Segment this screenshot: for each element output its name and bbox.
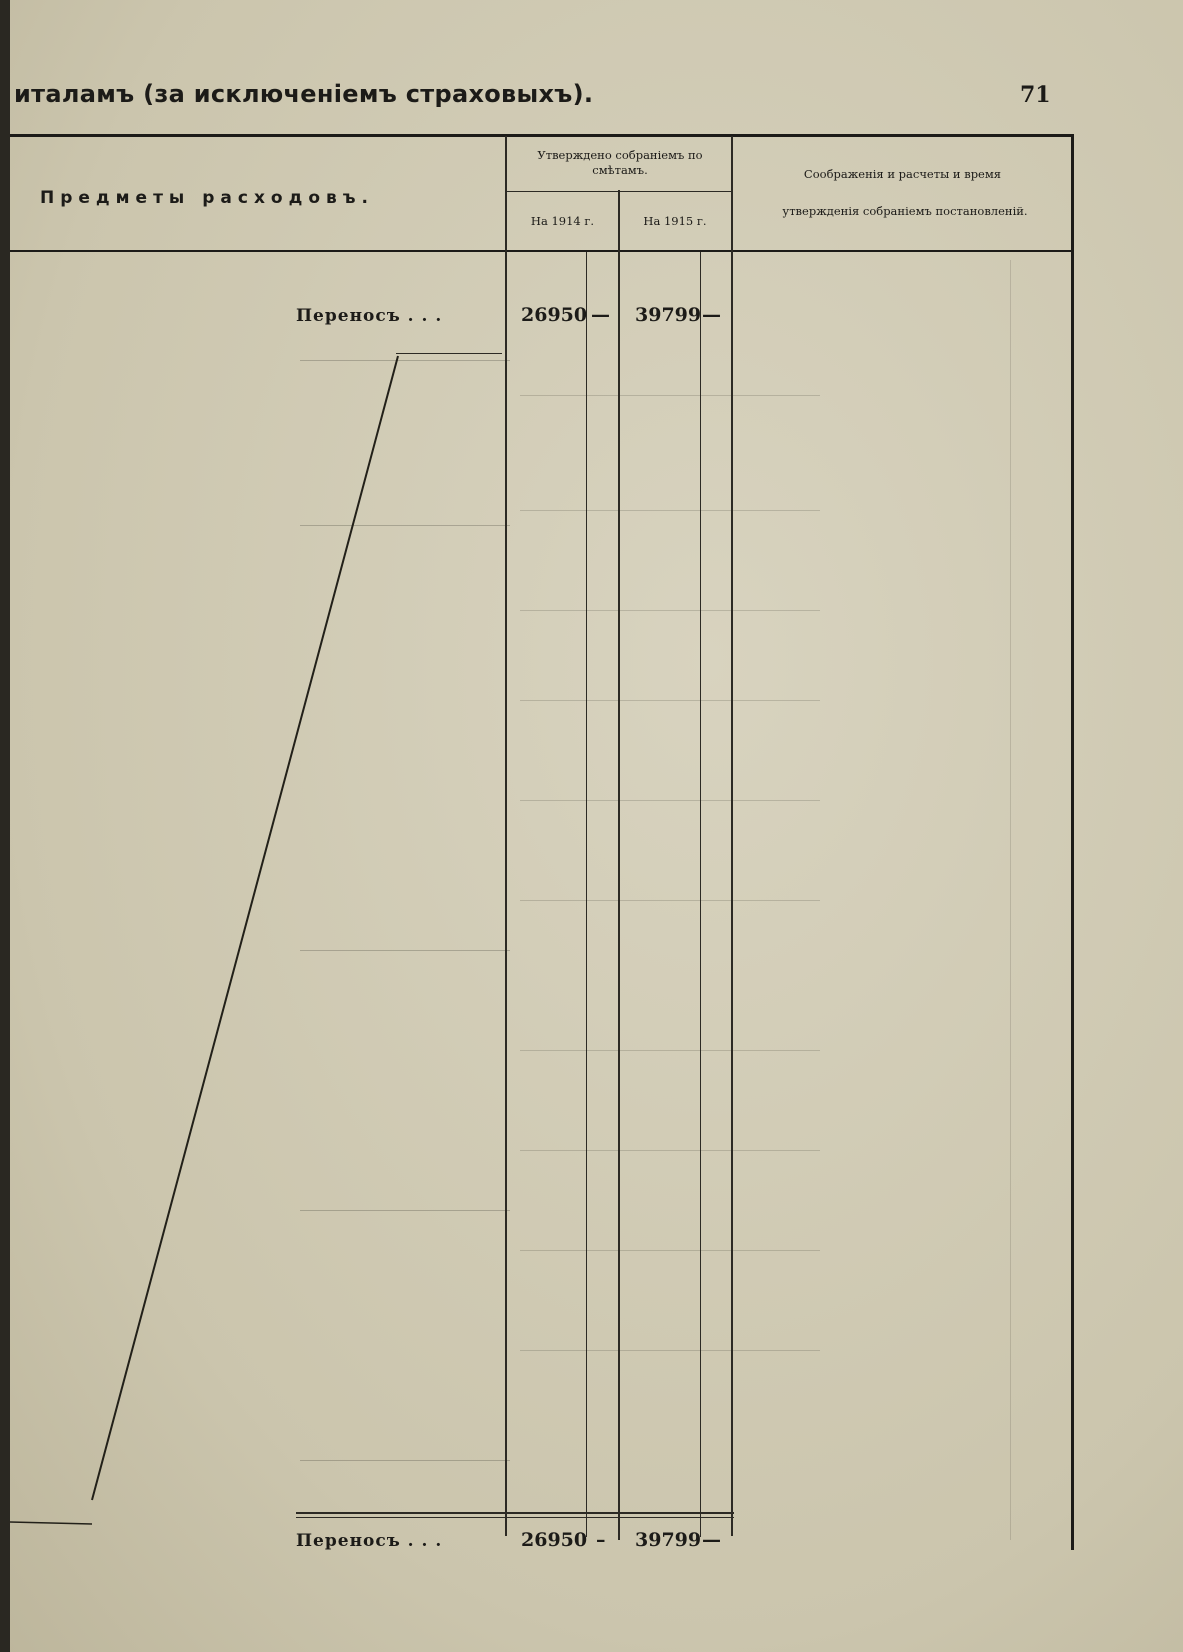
bottom-double-rule-1: [296, 1512, 734, 1514]
year-1914-header: На 1914 г.: [530, 214, 595, 228]
top-carry-1915: 39799: [635, 304, 702, 326]
bottom-carry-1915-dash: —: [702, 1529, 721, 1551]
bottom-double-rule-2: [296, 1517, 734, 1518]
top-carry-1914: 26950: [521, 304, 588, 326]
top-carry-1914-dash: —: [591, 304, 610, 326]
bottom-carry-label: Переносъ . . .: [296, 1531, 443, 1551]
approved-column-header: Утверждено собраніемъ по смѣтамъ.: [537, 148, 703, 177]
page-title: италамъ (за исключеніемъ страховыхъ).: [14, 80, 594, 108]
year-1915-header: На 1915 г.: [643, 214, 707, 228]
subject-column-header: Предметы расходовъ.: [40, 188, 374, 208]
bottom-carry-1915: 39799: [635, 1529, 702, 1551]
bottom-carry-1914: 26950: [521, 1529, 588, 1551]
page-number: 71: [1020, 82, 1051, 108]
top-carry-1915-dash: —: [702, 304, 721, 326]
notes-header-line2: утвержденія собраніемъ постановленій.: [782, 204, 1028, 218]
top-carry-label: Переносъ . . .: [296, 306, 443, 326]
bottom-carry-1914-dash: –: [596, 1529, 606, 1551]
notes-header-line1: Соображенія и расчеты и время: [803, 167, 1002, 181]
